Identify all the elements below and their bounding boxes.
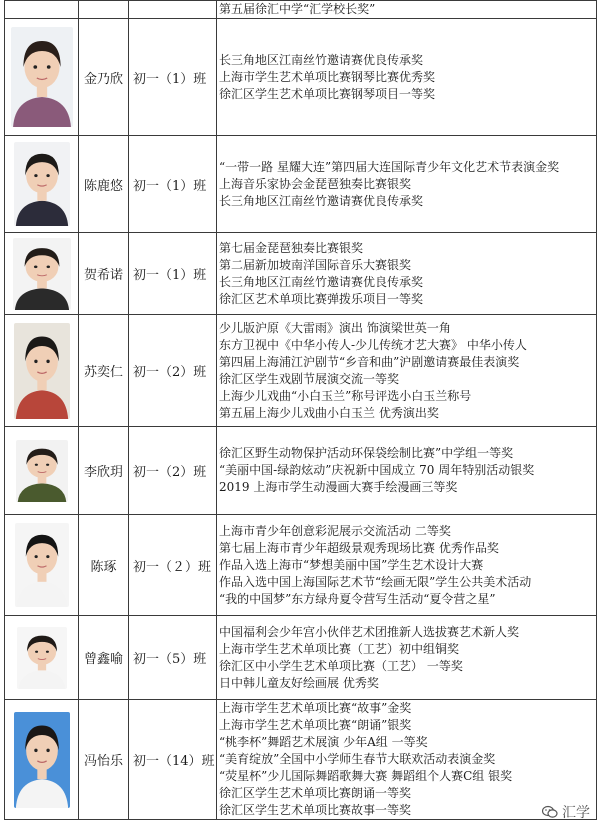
student-class: 初一（14）班 xyxy=(129,700,217,820)
awards-cell xyxy=(217,616,597,700)
award-line: 长三角地区江南丝竹邀请赛优良传承奖 xyxy=(219,274,424,289)
watermark xyxy=(542,802,590,822)
award-line: 上海音乐家协会金琵琶独奏比赛银奖 xyxy=(219,176,412,191)
photo-cell xyxy=(5,427,79,515)
student-row xyxy=(5,616,597,700)
student-name: 贺希诺 xyxy=(79,233,129,315)
award-line: 徐汇区学生戏剧节展演交流一等奖 xyxy=(219,371,400,386)
award-line: 中国福利会少年宫小伙伴艺术团推新人选拔赛艺术新人奖 xyxy=(219,624,520,639)
student-class: 初一（1）班 xyxy=(129,233,217,315)
student-name: 李欣玥 xyxy=(79,427,129,515)
photo-cell xyxy=(5,1,79,19)
student-row xyxy=(5,233,597,315)
wechat-icon xyxy=(542,805,558,819)
award-line: 徐汇区学生艺术单项比赛朗诵一等奖 xyxy=(219,786,412,800)
awards-cell xyxy=(217,315,597,427)
award-line: 上海市青少年创意彩泥展示交流活动 二等奖 xyxy=(219,523,451,538)
student-photo xyxy=(13,238,71,310)
student-name: 金乃欣 xyxy=(79,19,129,136)
award-line: “桃李杯”舞蹈艺术展演 少年A组 一等奖 xyxy=(219,735,428,749)
student-row xyxy=(5,19,597,136)
watermark-text: 汇学 xyxy=(562,805,590,821)
photo-cell xyxy=(5,616,79,700)
award-line: 上海市学生艺术单项比赛“朗诵”银奖 xyxy=(219,718,412,732)
student-class: 初一（２）班 xyxy=(129,515,217,616)
student-photo xyxy=(17,627,67,689)
student-row xyxy=(5,427,597,515)
award-line: 作品入选中国上海国际艺术节“绘画无限”学生公共美术活动 xyxy=(219,574,532,589)
award-line: 第七届金琵琶独奏比赛银奖 xyxy=(219,240,364,255)
award-line: “美丽中国-绿韵炫动”庆祝新中国成立 70 周年特别活动银奖 xyxy=(219,463,535,477)
photo-cell xyxy=(5,233,79,315)
award-line: 长三角地区江南丝竹邀请赛优良传承奖 xyxy=(219,52,424,67)
student-name: 冯怡乐 xyxy=(79,700,129,820)
student-name: 陈琢 xyxy=(79,515,129,616)
student-photo xyxy=(14,712,70,808)
award-line: 第四届上海浦江沪剧节“乡音和曲”沪剧邀请赛最佳表演奖 xyxy=(219,354,520,369)
award-line: 徐汇区学生艺术单项比赛钢琴项目一等奖 xyxy=(219,86,436,101)
award-line: 上海市学生艺术单项比赛钢琴比赛优秀奖 xyxy=(219,69,436,84)
award-line: 2019 上海市学生动漫画大赛手绘漫画三等奖 xyxy=(219,480,458,494)
award-line: 上海市学生艺术单项比赛“故事”金奖 xyxy=(219,701,412,715)
awards-cell xyxy=(217,700,597,820)
student-photo xyxy=(11,27,73,127)
award-line: 第五届上海少儿戏曲小白玉兰 优秀演出奖 xyxy=(219,405,439,420)
photo-cell xyxy=(5,315,79,427)
award-line: 少儿版沪原《大雷雨》演出 饰演梁世英一角 xyxy=(219,320,451,335)
student-name: 曾鑫喻 xyxy=(79,616,129,700)
student-class: 初一（1）班 xyxy=(129,19,217,136)
name-cell xyxy=(79,1,129,19)
awards-cell xyxy=(217,1,597,19)
photo-cell xyxy=(5,700,79,820)
photo-cell xyxy=(5,136,79,233)
award-line: 第七届上海市青少年超级景观秀现场比赛 优秀作品奖 xyxy=(219,540,499,555)
award-line: “一带一路 星耀大连”第四届大连国际青少年文化艺术节表演金奖 xyxy=(219,159,560,174)
awards-cell xyxy=(217,427,597,515)
student-class: 初一（1）班 xyxy=(129,136,217,233)
student-name: 苏奕仁 xyxy=(79,315,129,427)
awards-table xyxy=(4,0,597,820)
student-class: 初一（2）班 xyxy=(129,427,217,515)
student-name: 陈鹿悠 xyxy=(79,136,129,233)
student-photo xyxy=(14,142,70,226)
awards-cell xyxy=(217,515,597,616)
award-line: 长三角地区江南丝竹邀请赛优良传承奖 xyxy=(219,193,424,208)
award-line: 徐汇区野生动物保护活动环保袋绘制比赛”中学组一等奖 xyxy=(219,446,514,460)
student-row xyxy=(5,515,597,616)
award-line: 第五届徐汇中学“汇学校长奖” xyxy=(219,2,376,16)
class-cell xyxy=(129,1,217,19)
award-line: 徐汇区学生艺术单项比赛故事一等奖 xyxy=(219,803,412,817)
student-photo xyxy=(16,440,68,502)
photo-cell xyxy=(5,515,79,616)
student-row xyxy=(5,315,597,427)
student-class: 初一（2）班 xyxy=(129,315,217,427)
award-line: 徐汇区艺术单项比赛弹拨乐项目一等奖 xyxy=(219,291,424,306)
awards-cell xyxy=(217,136,597,233)
student-class: 初一（5）班 xyxy=(129,616,217,700)
photo-cell xyxy=(5,19,79,136)
student-photo xyxy=(14,323,70,419)
award-line: 上海少儿戏曲“小白玉兰”称号评选小白玉兰称号 xyxy=(219,388,472,403)
award-line: 上海市学生艺术单项比赛（工艺）初中组铜奖 xyxy=(219,641,460,656)
award-line: 作品入选上海市“梦想美丽中国”学生艺术设计大赛 xyxy=(219,557,484,572)
award-line: “荧星杯”少儿国际舞蹈歌舞大赛 舞蹈组个人赛C组 银奖 xyxy=(219,769,513,783)
awards-cell xyxy=(217,233,597,315)
student-photo xyxy=(15,523,69,607)
top-partial-row xyxy=(5,1,597,19)
award-line: “美育绽放”全国中小学师生春节大联欢活动表演金奖 xyxy=(219,752,496,766)
awards-cell xyxy=(217,19,597,136)
student-row xyxy=(5,700,597,820)
student-row xyxy=(5,136,597,233)
award-line: “我的中国梦”东方绿舟夏令营写生活动“夏令营之星” xyxy=(219,591,496,606)
award-line: 第二届新加坡南洋国际音乐大赛银奖 xyxy=(219,257,412,272)
award-line: 日中韩儿童友好绘画展 优秀奖 xyxy=(219,675,379,690)
award-line: 东方卫视中《中华小传人-少儿传统才艺大赛》 中华小传人 xyxy=(219,337,527,352)
award-line: 徐汇区中小学生艺术单项比赛（工艺） 一等奖 xyxy=(219,658,463,673)
